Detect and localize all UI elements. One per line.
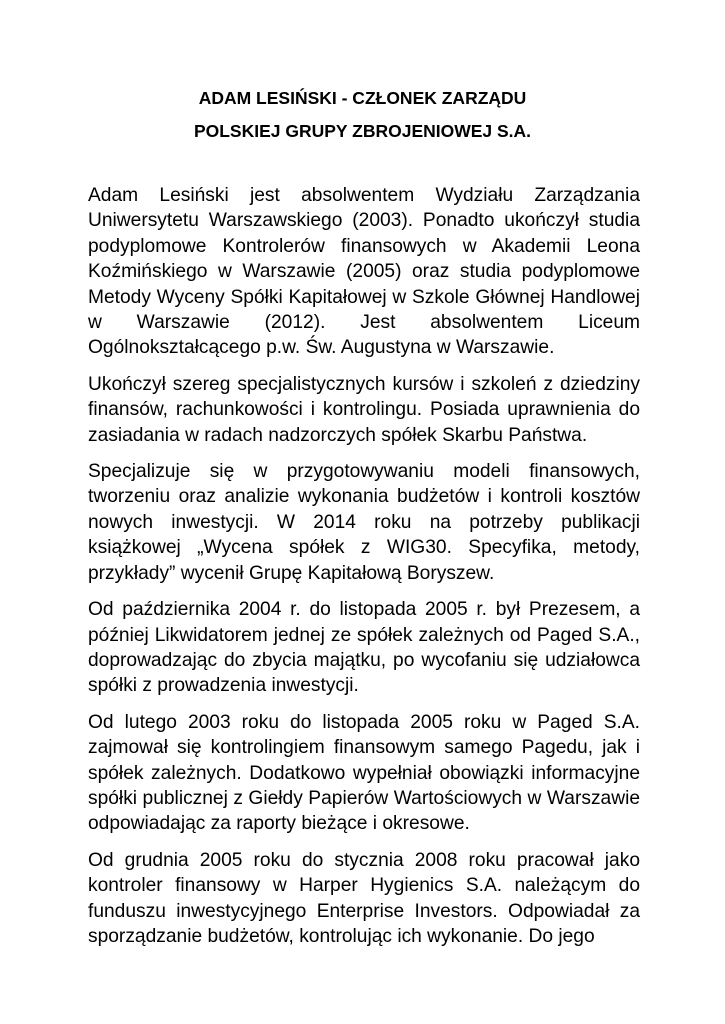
document-title-line-1: ADAM LESIŃSKI - CZŁONEK ZARZĄDU: [198, 88, 527, 108]
paragraph-specialization: Specjalizuje się w przygotowywaniu modeli finansowych, tworzeniu oraz analizie wykonania budżetów i kontroli kosztów nowych inwestycji. W 2014 roku na potrzeby publikacji książkowej „Wycena spółek z WIG30. Specyfika, metody, przykłady” wycenił Grupę Kapitałową Boryszew.: [88, 461, 640, 584]
document-body: [88, 183, 640, 960]
document-title-line-2: POLSKIEJ GRUPY ZBROJENIOWEJ S.A.: [193, 121, 532, 141]
paragraph-experience-2005: Od grudnia 2005 roku do stycznia 2008 roku pracował jako kontroler finansowy w Harper Hygienics S.A. należącym do funduszu inwestycyjnego Enterprise Investors. Odpowiadał za sporządzanie budżetów, kontrolując ich wykonanie. Do jego: [88, 849, 640, 947]
paragraph-experience-2003: Od lutego 2003 roku do listopada 2005 roku w Paged S.A. zajmował się kontrolingiem finansowym samego Pagedu, jak i spółek zależnych. Dodatkowo wypełniał obowiązki informacyjne spółki publicznej z Giełdy Papierów Wartościowych w Warszawie odpowiadając za raporty bieżące i okresowe.: [88, 711, 640, 835]
paragraph-education: Adam Lesiński jest absolwentem Wydziału Zarządzania Uniwersytetu Warszawskiego (2003). Ponadto ukończył studia podyplomowe Kontrolerów finansowych w Akademii Leona Koźmińskiego w Warszawie (2005) oraz studia podyplomowe Metody Wyceny Spółki Kapitałowej w Szkole Głównej Handlowej w Warszawie (2012). Jest absolwentem Liceum Ogólnokształcącego p.w. Św. Augustyna w Warszawie.: [88, 185, 640, 359]
paragraph-courses: Ukończył szereg specjalistycznych kursów i szkoleń z dziedziny finansów, rachunkowości i kontrolingu. Posiada uprawnienia do zasiadania w radach nadzorczych spółek Skarbu Państwa.: [88, 373, 640, 446]
paragraph-experience-2004: Od października 2004 r. do listopada 2005 r. był Prezesem, a później Likwidatorem jednej ze spółek zależnych od Paged S.A., doprowadzając do zbycia majątku, po wycofaniu się udziałowca spółki z prowadzenia inwestycji.: [88, 599, 640, 697]
